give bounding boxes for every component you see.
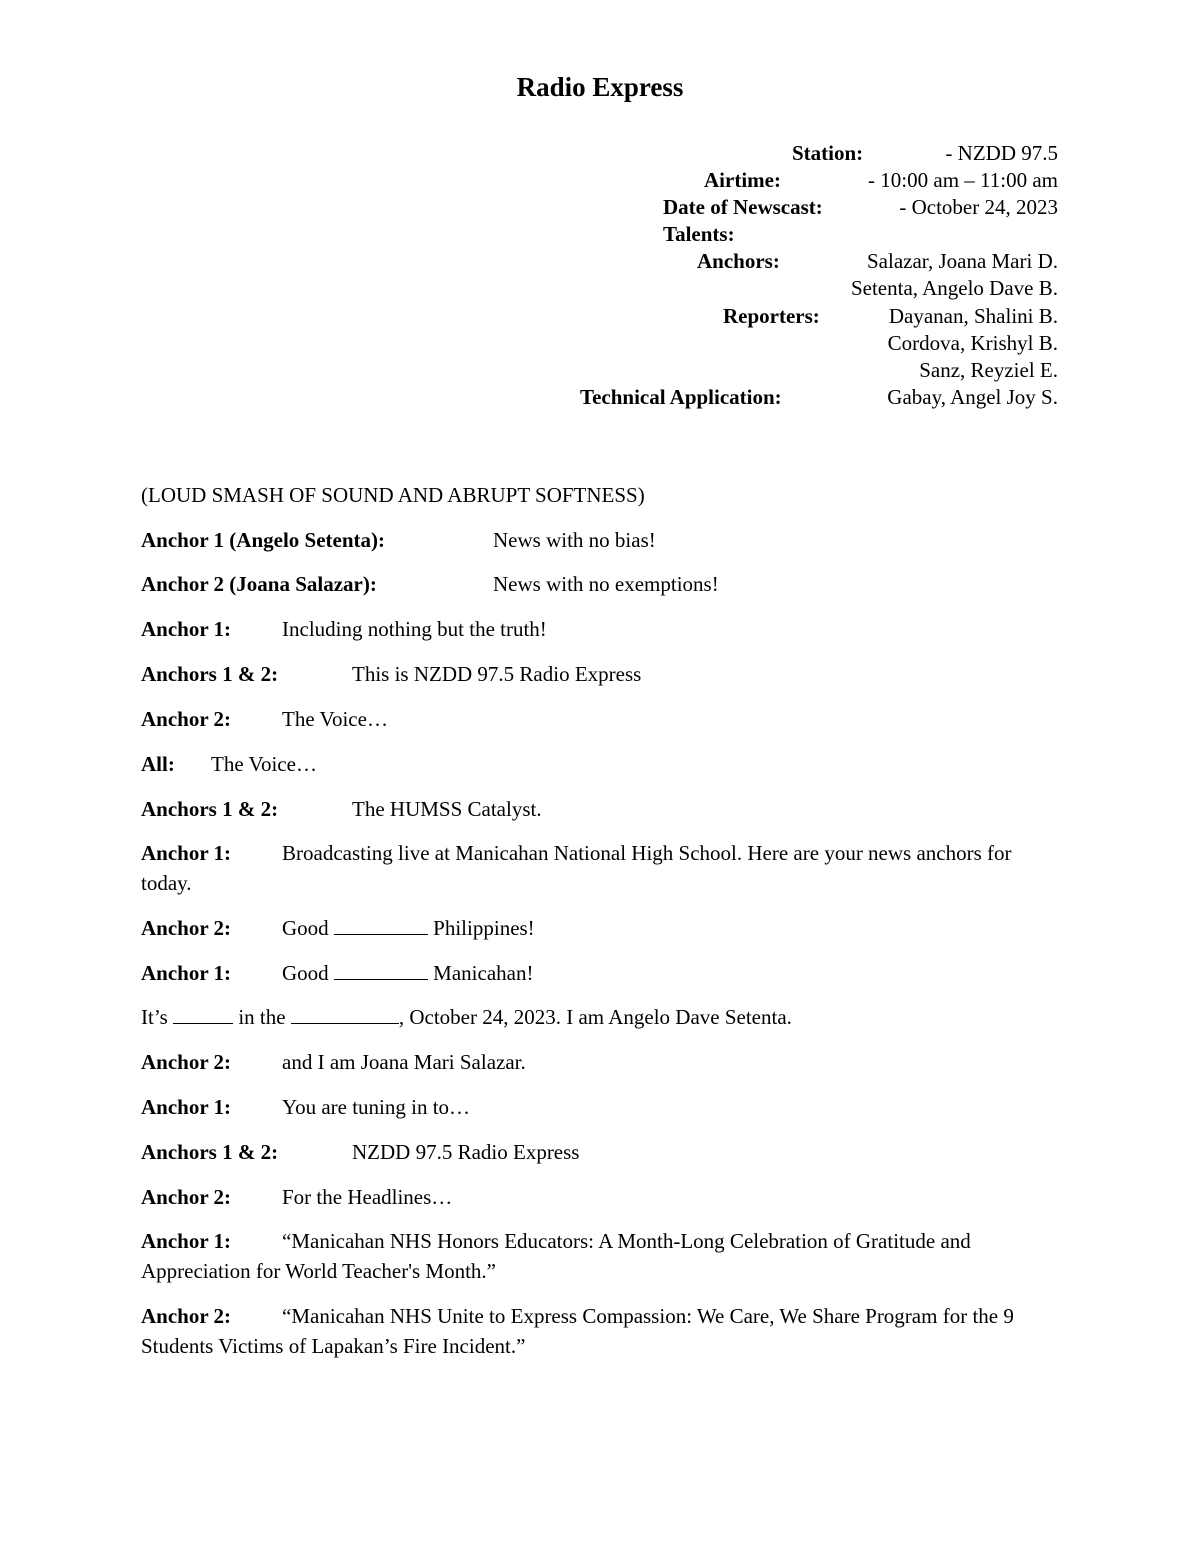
anchors-label: Anchors: [697,249,780,273]
airtime-label: Airtime: [704,168,781,192]
dialogue: News with no exemptions! [493,572,719,596]
dialogue: , October 24, 2023. I am Angelo Dave Setenta. [398,1005,792,1029]
date-label: Date of Newscast: [663,195,823,219]
fill-in-blank [334,961,428,980]
document-title: Radio Express [516,72,684,102]
dialogue: This is NZDD 97.5 Radio Express [352,662,642,686]
fill-in-blank [291,1005,399,1024]
speaker: Anchor 1: [141,1229,232,1253]
script-line [141,707,388,732]
speaker: Anchor 1: [141,1095,232,1119]
airtime-value: - 10:00 am – 11:00 am [868,168,1058,192]
speaker: Anchor 2: [141,1304,232,1328]
fill-in-blank [334,916,428,935]
speaker: Anchor 2: [141,916,232,940]
dialogue: For the Headlines… [282,1185,453,1209]
script-line [141,752,317,777]
script-line [141,572,719,597]
reporters-label: Reporters: [723,304,820,328]
dialogue: It’s [141,1005,168,1029]
dialogue: Philippines! [433,916,535,940]
reporter-name: Sanz, Reyziel E. [919,358,1058,382]
dialogue: The Voice… [282,707,388,731]
speaker: Anchors 1 & 2: [141,797,279,821]
dialogue: “Manicahan NHS Honors Educators: A Month-Long Celebration of Gratitude and Appreciation for World Teacher's Month.” [141,1229,971,1283]
dialogue: Broadcasting live at Manicahan National High School. Here are your news anchors for today. [141,841,1012,895]
script-line [141,797,542,822]
speaker: Anchor 1 (Angelo Setenta): [141,528,386,552]
speaker: Anchor 2: [141,707,232,731]
dialogue: Manicahan! [433,961,534,985]
dialogue: “Manicahan NHS Unite to Express Compassion: We Care, We Share Program for the 9 Students Victims of Lapakan’s Fire Incident.” [141,1304,1014,1358]
script-line [141,1140,579,1165]
dialogue: NZDD 97.5 Radio Express [352,1140,580,1164]
dialogue: Good [282,961,329,985]
speaker: Anchor 1: [141,617,232,641]
dialogue: and I am Joana Mari Salazar. [282,1050,526,1074]
dialogue: The HUMSS Catalyst. [352,797,542,821]
technical-label: Technical Application: [580,385,782,409]
speaker: Anchor 2: [141,1050,232,1074]
script-line [141,1095,470,1120]
speaker: Anchors 1 & 2: [141,662,279,686]
speaker: Anchor 2: [141,1185,232,1209]
dialogue: The Voice… [211,752,317,776]
station-label: Station: [792,141,864,165]
dialogue: News with no bias! [493,528,656,552]
sound-cue: (LOUD SMASH OF SOUND AND ABRUPT SOFTNESS) [141,483,645,507]
station-value: - NZDD 97.5 [945,141,1058,165]
speaker: Anchor 1: [141,841,232,865]
speaker: All: [141,752,175,776]
script-line [141,528,656,553]
fill-in-blank [173,1005,233,1024]
dialogue: Including nothing but the truth! [282,617,547,641]
anchor-name: Setenta, Angelo Dave B. [850,276,1058,300]
dialogue: Good [282,916,329,940]
anchor-name: Salazar, Joana Mari D. [867,249,1058,273]
dialogue: in the [238,1005,286,1029]
script-line [141,617,547,642]
talents-label: Talents: [663,222,735,246]
technical-value: Gabay, Angel Joy S. [887,385,1058,409]
reporter-name: Dayanan, Shalini B. [888,304,1058,328]
dialogue: You are tuning in to… [282,1095,471,1119]
script-line [141,916,535,941]
speaker: Anchor 2 (Joana Salazar): [141,572,377,596]
script-line [141,1301,1066,1361]
date-value: - October 24, 2023 [899,195,1058,219]
reporter-name: Cordova, Krishyl B. [887,331,1058,355]
script-line [141,961,533,986]
speaker: Anchors 1 & 2: [141,1140,279,1164]
script-line [141,662,641,687]
script-line [141,1185,452,1210]
speaker: Anchor 1: [141,961,232,985]
script-line [141,1050,526,1075]
script-line [141,838,1066,898]
script-line [141,1226,1066,1286]
script-line [141,1005,792,1030]
